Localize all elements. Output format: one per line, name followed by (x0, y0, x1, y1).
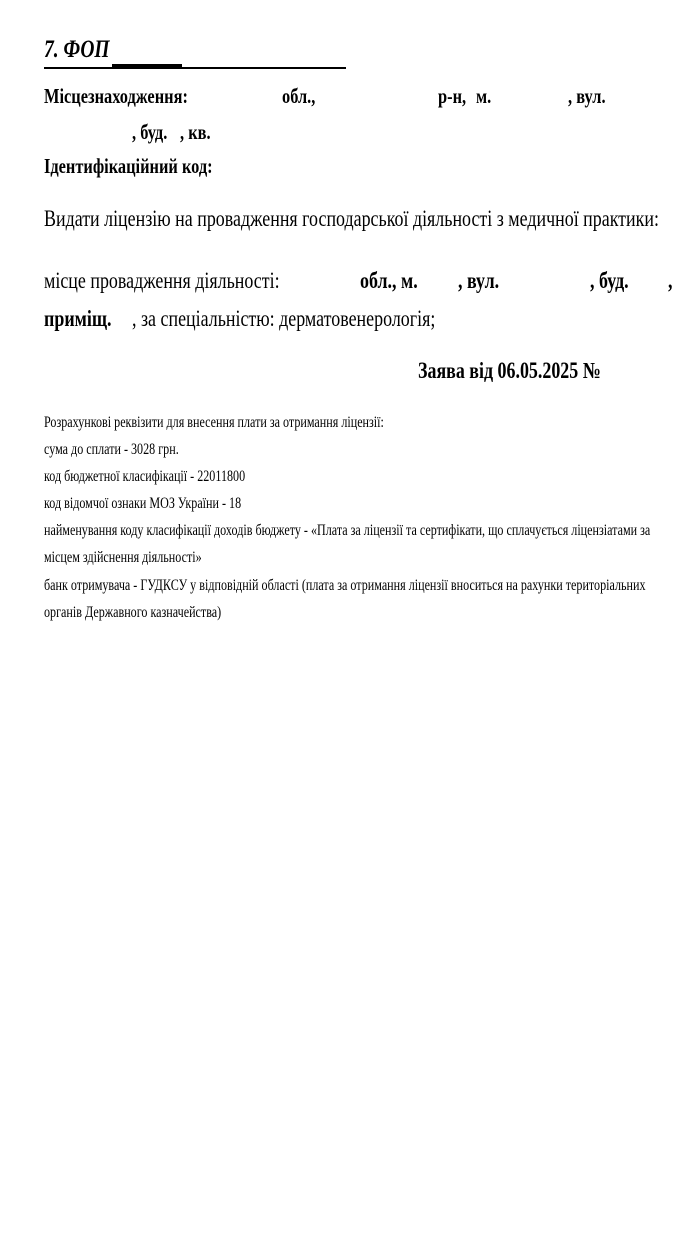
payment-line-ministry-code: код відомчої ознаки МОЗ України - 18 (44, 495, 242, 512)
payment-line-classification-cont: місцем здійснення діяльності» (44, 549, 202, 566)
location-district: р-н, (438, 84, 467, 108)
payment-line-bank-cont: органів Державного казначейства) (44, 604, 222, 621)
activity-place-specialty: , за спеціальністю: дерматовенерологія; (132, 306, 436, 331)
activity-place-street: , вул. (458, 268, 500, 293)
page-title: 7. ФОП (44, 36, 110, 63)
payment-line-bank: банк отримувача - ГУДКСУ у відповідній області (плата за отримання ліцензії вноситься на рахунки територіальних (44, 577, 646, 594)
redacted-name-mark (112, 64, 182, 67)
identification-label: Ідентифікаційний код: (44, 154, 213, 178)
location-apartment: , кв. (180, 120, 211, 144)
activity-place-premises: приміщ. (44, 306, 112, 331)
activity-place-region: обл., м. (360, 268, 418, 293)
payment-heading: Розрахункові реквізити для внесення плати за отримання ліцензії: (44, 414, 384, 431)
application-date: Заява від 06.05.2025 № (418, 358, 601, 383)
payment-line-classification: найменування коду класифікації доходів бюджету - «Плата за ліцензії та сертифікати, що сплачується ліцензіатами за (44, 522, 651, 539)
license-request-text: Видати ліцензію на провадження господарської діяльності з медичної практики: (44, 206, 659, 231)
payment-line-amount: сума до сплати - 3028 грн. (44, 441, 179, 458)
location-region: обл., (282, 84, 316, 108)
location-label: Місцезнаходження: (44, 84, 188, 108)
activity-place-label: місце провадження діяльності: (44, 268, 280, 293)
payment-line-budget-code: код бюджетної класифікації - 22011800 (44, 468, 246, 485)
location-city: м. (476, 84, 492, 108)
activity-place-building: , буд. (590, 268, 629, 293)
title-underline (44, 67, 346, 69)
activity-place-comma: , (668, 268, 673, 293)
location-building: , буд. (132, 120, 168, 144)
location-street: , вул. (568, 84, 606, 108)
